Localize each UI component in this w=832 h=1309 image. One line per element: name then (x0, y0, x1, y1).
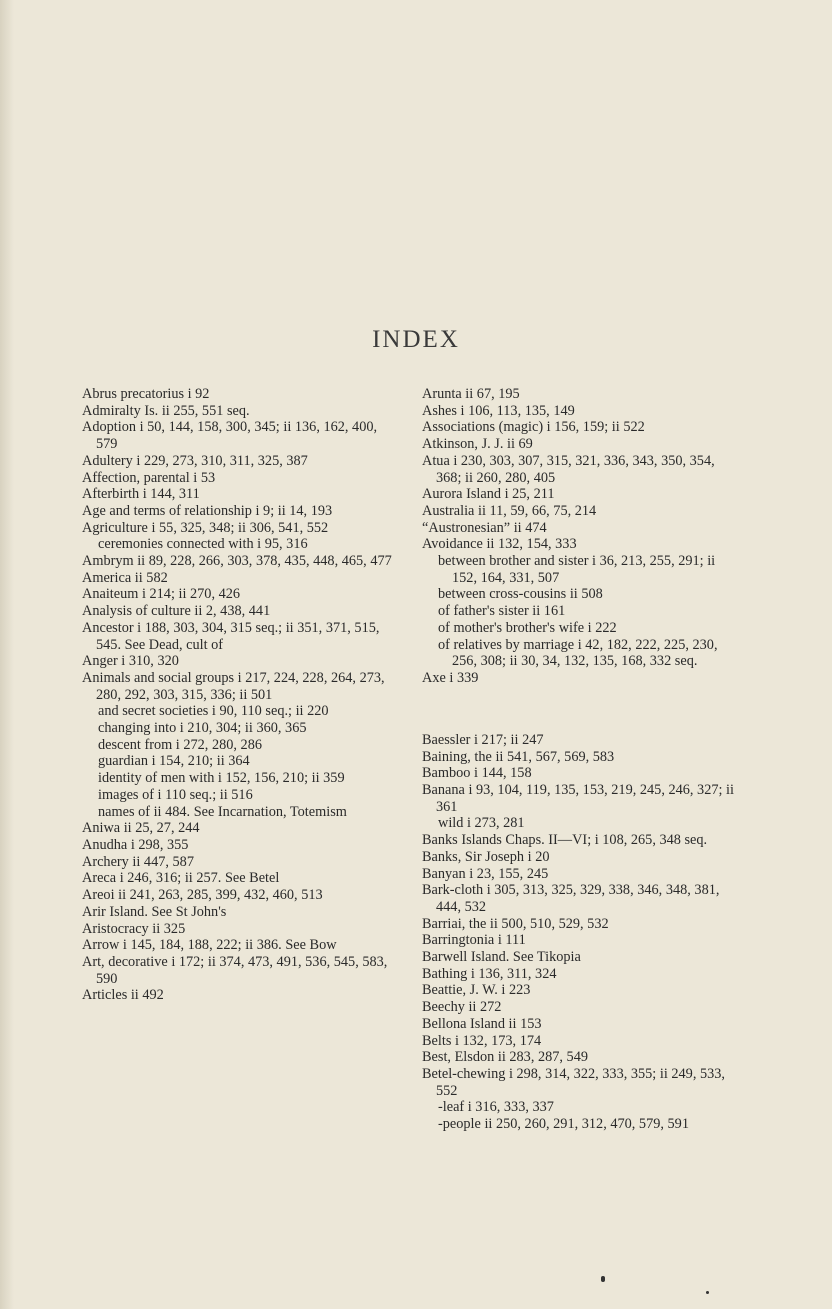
index-entry: Bark-cloth i 305, 313, 325, 329, 338, 346, 348, 381, 444, 532 (422, 882, 720, 915)
index-entry: Avoidance ii 132, 154, 333 (422, 536, 577, 553)
index-entry: Abrus precatorius i 92 (82, 386, 210, 402)
ink-speck (706, 1291, 709, 1294)
page-title: INDEX (372, 326, 460, 353)
index-entry: Areoi ii 241, 263, 285, 399, 432, 460, 513 (82, 887, 323, 904)
index-entry: Ambrym ii 89, 228, 266, 303, 378, 435, 448, 465, 477 (82, 553, 392, 570)
index-entry: “Austronesian” ii 474 (422, 519, 547, 536)
index-entry: Adoption i 50, 144, 158, 300, 345; ii 136, 162, 400, 579 (82, 419, 378, 453)
index-entry: America ii 582 (82, 569, 168, 586)
index-entry: Atua i 230, 303, 307, 315, 321, 336, 343, 350, 354, 368; ii 260, 280, 405 (422, 452, 715, 486)
index-entry: Barringtonia i 111 (422, 932, 526, 949)
ink-speck (601, 1276, 605, 1282)
index-entry: Anaiteum i 214; ii 270, 426 (82, 586, 241, 603)
index-entry: Barriai, the ii 500, 510, 529, 532 (422, 915, 609, 932)
index-subentry: descent from i 272, 280, 286 (98, 736, 262, 753)
index-entry: Analysis of culture ii 2, 438, 441 (82, 603, 271, 620)
index-entry: Arir Island. See St John's (82, 903, 227, 920)
index-entry: Ancestor i 188, 303, 304, 315 seq.; ii 351, 371, 515, 545. See Dead, cult of (82, 619, 380, 653)
index-entry: Art, decorative i 172; ii 374, 473, 491, 536, 545, 583, 590 (82, 953, 388, 987)
index-subentry: between cross-cousins ii 508 (438, 586, 603, 603)
index-entry: Agriculture i 55, 325, 348; ii 306, 541, 552 (82, 519, 329, 536)
index-entry: Arrow i 145, 184, 188, 222; ii 386. See Bow (82, 937, 337, 954)
index-entry: Associations (magic) i 156, 159; ii 522 (422, 419, 645, 436)
index-entry: Affection, parental i 53 (82, 469, 216, 486)
index-entry: Animals and social groups i 217, 224, 228, 264, 273, 280, 292, 303, 315, 336; ii 501 (82, 669, 385, 703)
index-entry: Banana i 93, 104, 119, 135, 153, 219, 245, 246, 327; ii 361 (422, 782, 734, 815)
index-entry: Atkinson, J. J. ii 69 (422, 436, 533, 453)
index-entry: Arunta ii 67, 195 (422, 386, 520, 402)
index-subentry: ceremonies connected with i 95, 316 (98, 536, 308, 553)
index-entry: Aniwa ii 25, 27, 244 (82, 820, 200, 837)
index-subentry: guardian i 154, 210; ii 364 (98, 753, 250, 770)
index-subentry: images of i 110 seq.; ii 516 (98, 786, 253, 803)
index-entry: Banks, Sir Joseph i 20 (422, 848, 550, 865)
index-subentry: between brother and sister i 36, 213, 255, 291; ii 152, 164, 331, 507 (438, 553, 716, 586)
index-entry: Beechy ii 272 (422, 999, 502, 1016)
index-entry: Age and terms of relationship i 9; ii 14, 193 (82, 502, 333, 519)
index-subentry: and secret societies i 90, 110 seq.; ii 220 (98, 703, 329, 720)
index-entry: Banyan i 23, 155, 245 (422, 865, 549, 882)
index-entry: Belts i 132, 173, 174 (422, 1032, 542, 1049)
index-section-gap (422, 701, 742, 718)
index-entry: Adultery i 229, 273, 310, 311, 325, 387 (82, 452, 308, 469)
index-column-right (422, 386, 742, 1133)
index-entry: Aristocracy ii 325 (82, 920, 186, 937)
index-subentry: changing into i 210, 304; ii 360, 365 (98, 720, 307, 737)
page-edge-shadow (0, 0, 14, 1309)
index-entry: Beattie, J. W. i 223 (422, 982, 531, 999)
index-subentry: -people ii 250, 260, 291, 312, 470, 579, 591 (438, 1116, 689, 1133)
index-entry: Afterbirth i 144, 311 (82, 486, 200, 503)
index-subentry: names of ii 484. See Incarnation, Totemism (98, 803, 347, 820)
index-subentry: identity of men with i 152, 156, 210; ii 359 (98, 770, 345, 787)
index-entry: Bathing i 136, 311, 324 (422, 965, 557, 982)
index-subentry: of relatives by marriage i 42, 182, 222, 225, 230, 256, 308; ii 30, 34, 132, 135, 168, 332 seq. (438, 636, 718, 670)
index-entry: Australia ii 11, 59, 66, 75, 214 (422, 502, 597, 519)
index-entry: Ashes i 106, 113, 135, 149 (422, 402, 575, 419)
index-column-left (82, 386, 392, 1004)
index-entry: Anger i 310, 320 (82, 653, 179, 670)
index-entry: Betel-chewing i 298, 314, 322, 333, 355; ii 249, 533, 552 (422, 1066, 725, 1099)
index-entry: Admiralty Is. ii 255, 551 seq. (82, 402, 250, 419)
index-entry: Anudha i 298, 355 (82, 836, 189, 853)
index-entry: Best, Elsdon ii 283, 287, 549 (422, 1049, 589, 1066)
index-entry: Barwell Island. See Tikopia (422, 949, 581, 966)
index-entry: Bamboo i 144, 158 (422, 765, 532, 782)
index-subentry: of father's sister ii 161 (438, 603, 566, 620)
index-entry: Axe i 339 (422, 669, 479, 686)
index-entry: Bellona Island ii 153 (422, 1015, 542, 1032)
index-entry: Areca i 246, 316; ii 257. See Betel (82, 870, 280, 887)
index-entry: Archery ii 447, 587 (82, 853, 194, 870)
index-entry: Banks Islands Chaps. II—VI; i 108, 265, 348 seq. (422, 832, 708, 849)
index-subentry: of mother's brother's wife i 222 (438, 619, 617, 636)
index-entry: Articles ii 492 (82, 987, 164, 1004)
index-entry: Aurora Island i 25, 211 (422, 486, 555, 503)
index-subentry: -leaf i 316, 333, 337 (438, 1099, 554, 1116)
index-entry: Baining, the ii 541, 567, 569, 583 (422, 748, 615, 765)
index-entry: Baessler i 217; ii 247 (422, 731, 544, 748)
index-subentry: wild i 273, 281 (438, 815, 525, 832)
